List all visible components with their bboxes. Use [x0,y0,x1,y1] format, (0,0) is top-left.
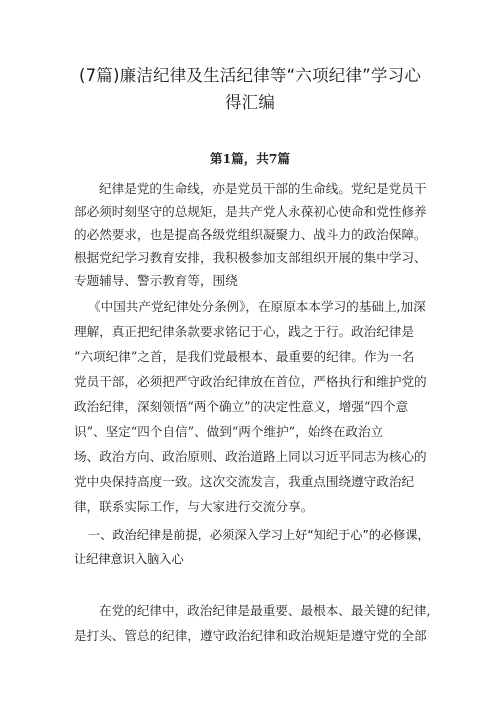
title-line-2: 得汇编 [224,93,276,112]
paragraph-line: “六项纪律”之首，是我们党最根本、最重要的纪律。作为一名 [74,349,415,364]
paragraph-line: 专题辅导、警示教育等，围绕 [74,273,238,288]
paragraph-line: 理解，真正把纪律条款要求铭记于心，践之于行。政治纪律是 [74,324,415,339]
paragraph-line: 根据党纪学习教育安排，我积极参加支部组织开展的集中学习、 [74,250,427,265]
paragraph-line: 的必然要求，也是提高各级党组织凝聚力、战斗力的政治保障。 [74,227,427,242]
title-line-1: (7篇)廉洁纪律及生活纪律等“六项纪律”学习心 [78,66,422,85]
paragraph-line: 党中央保持高度一致。这次交流发言，我重点围绕遵守政治纪 [74,474,415,489]
paragraph-line: 场、政治方向、政治原则、政治道路上同以习近平同志为核心的 [74,449,427,464]
paragraph-line: 识”、坚定“四个自信”、做到“两个维护”，始终在政治立 [74,424,384,439]
paragraph-line: 是打头、管总的纪律，遵守政治纪律和政治规矩是遵守党的全部 [74,628,427,643]
paragraph-line: 《中国共产党纪律处分条例》，在原原本本学习的基础上,加深 [88,299,426,314]
document-subtitle: 第1篇，共7篇 [210,151,290,166]
paragraph-line: 部必须时刻坚守的总规矩，是共产党人永葆初心使命和党性修养 [74,204,427,219]
section-heading-line-1: 一、政治纪律是前提，必须深入学习上好“知纪于心”的必修课， [88,528,430,542]
section-heading-line-2: 让纪律意识入脑入心 [74,552,184,566]
paragraph-line: 党员干部，必须把严守政治纪律放在首位，严格执行和维护党的 [74,374,427,389]
paragraph-line: 律，联系实际工作，与大家进行交流分享。 [74,499,314,514]
paragraph-line: 政治纪律，深刻领悟“两个确立”的决定性意义，增强“四个意 [74,399,409,414]
paragraph-line: 在党的纪律中，政治纪律是最重要、最根本、最关键的纪律, [99,603,431,618]
paragraph-line: 纪律是党的生命线，亦是党员干部的生命线。党纪是党员干 [99,181,427,196]
document-title [40,62,460,116]
